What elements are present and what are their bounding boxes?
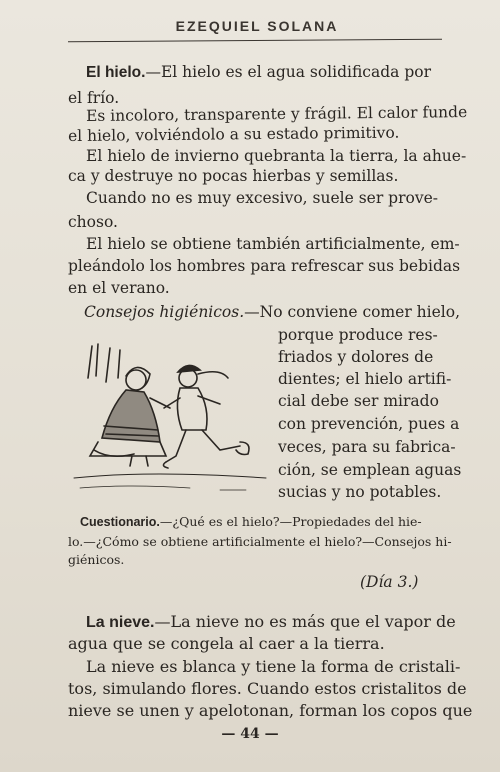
paragraph-line: el hielo, volviéndolo a su estado primitivo. <box>67 123 400 146</box>
paragraph-line: lo.—¿Cómo se obtiene artificialmente el hielo?—Consejos hi- <box>68 534 452 549</box>
paragraph-line: Es incoloro, transparente y frágil. El calor funde <box>85 103 468 126</box>
paragraph-line: El hielo se obtiene también artificialmente, em- <box>86 235 460 253</box>
header-rule <box>68 39 442 43</box>
paragraph-line: tos, simulando flores. Cuando estos cristalitos de <box>68 679 467 698</box>
paragraph-line: El hielo de invierno quebranta la tierra, la ahue- <box>86 147 467 165</box>
paragraph-line: ción, se emplean aguas <box>278 461 462 479</box>
day-marker: (Día 3.) <box>360 573 419 591</box>
paragraph-line: cial debe ser mirado <box>278 392 439 410</box>
paragraph-line: Cuestionario.—¿Qué es el hielo?—Propiedades del hie- <box>80 514 422 529</box>
paragraph-line: El hielo.—El hielo es el agua solidificada por <box>86 63 431 81</box>
paragraph-line: nieve se unen y apelotonan, forman los copos que <box>68 701 473 720</box>
paragraph-line: La nieve es blanca y tiene la forma de cristali- <box>86 657 461 676</box>
paragraph-line: en el verano. <box>68 279 170 297</box>
section-heading-hielo: El hielo. <box>86 64 146 81</box>
running-header: EZEQUIEL SOLANA <box>175 18 339 34</box>
paragraph-line: pleándolo los hombres para refrescar sus bebidas <box>68 257 461 275</box>
page-number: — 44 — <box>221 726 279 742</box>
paragraph-line: sucias y no potables. <box>278 483 442 501</box>
paragraph-line: ca y destruye no pocas hierbas y semillas. <box>68 167 399 185</box>
consejos-label: Consejos higiénicos. <box>84 303 245 321</box>
paragraph-line: agua que se congela al caer a la tierra. <box>68 634 385 653</box>
paragraph-line: el frío. <box>68 89 120 107</box>
paragraph-line: porque produce res- <box>278 326 438 344</box>
paragraph-line: veces, para su fabrica- <box>278 438 456 456</box>
cuestionario-label: Cuestionario. <box>80 515 160 529</box>
paragraph-line: Cuando no es muy excesivo, suele ser prove- <box>86 189 438 207</box>
paragraph-line: giénicos. <box>68 552 125 567</box>
section-heading-nieve: La nieve. <box>86 614 155 631</box>
paragraph-line: con prevención, pues a <box>278 415 460 433</box>
paragraph-line: dientes; el hielo artifi- <box>278 370 452 388</box>
children-sledding-illustration <box>70 338 270 498</box>
paragraph-line: La nieve.—La nieve no es más que el vapor de <box>86 612 456 631</box>
paragraph-line: friados y dolores de <box>278 348 434 366</box>
paragraph-line: Consejos higiénicos.—No conviene comer hielo, <box>84 303 460 321</box>
paragraph-line: choso. <box>68 213 118 231</box>
